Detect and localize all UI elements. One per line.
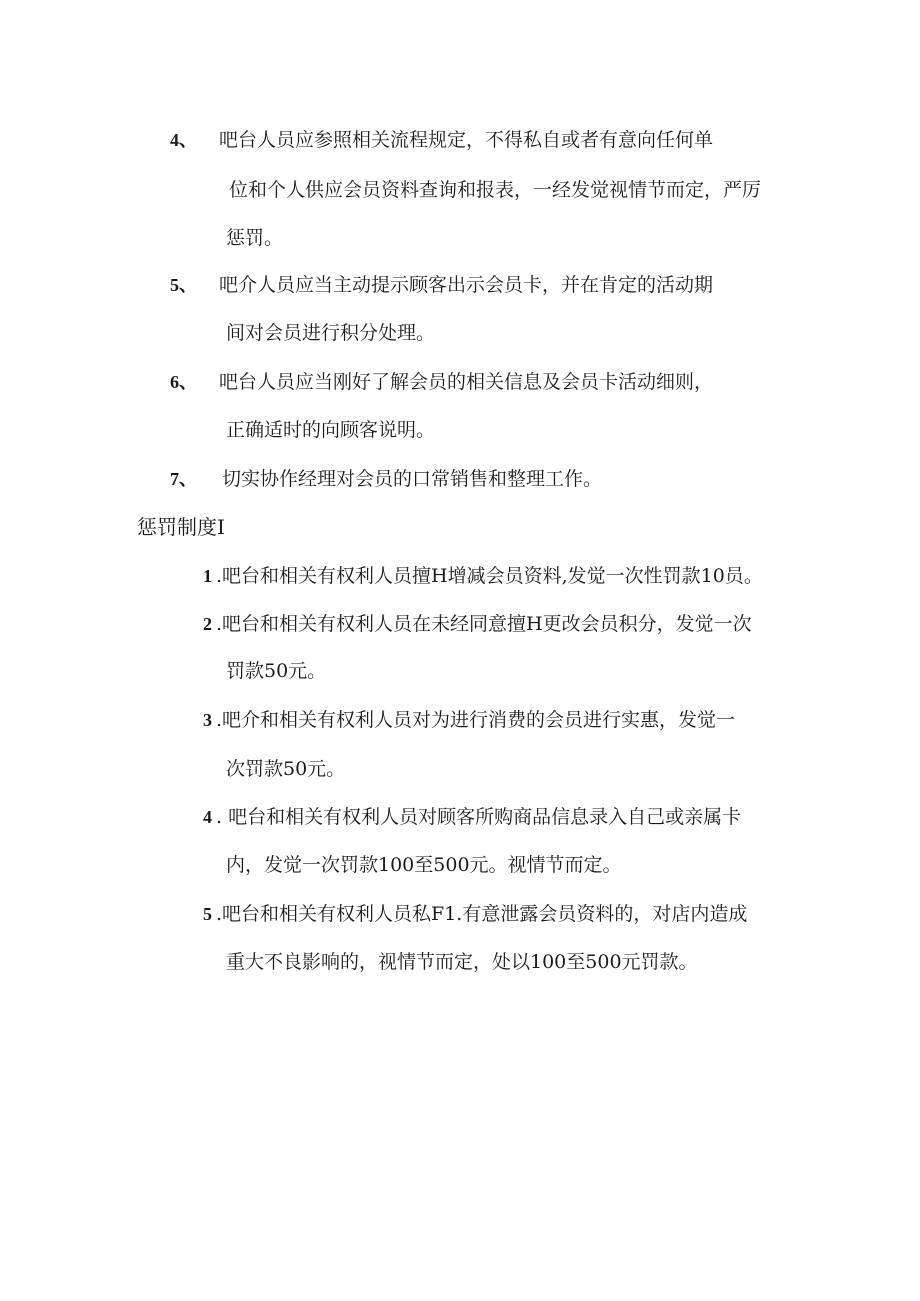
penalty-3-line-2: 次罚款50元。 (226, 758, 346, 780)
rule-5-line-2: 间对会员进行积分处理。 (226, 322, 436, 344)
penalty-2-line-2: 罚款50元。 (226, 660, 327, 682)
rule-4-line-3: 惩罚。 (226, 227, 284, 249)
penalty-5-line-1: .吧台和相关有权利人员私F1.有意泄露会员资料的，对店内造成 (216, 903, 748, 925)
penalty-5-number: 5 (203, 904, 212, 924)
rule-6-line-1: 吧台人员应当刚好了解会员的相关信息及会员卡活动细则， (219, 371, 714, 393)
penalty-1-number: 1 (203, 566, 212, 586)
rule-4-line-1: 吧台人员应参照相关流程规定，不得私自或者有意向任何单 (219, 129, 714, 151)
penalty-4-line-1: . 吧台和相关有权利人员对顾客所购商品信息录入自己或亲属卡 (216, 806, 742, 828)
penalty-2-line-1: .吧台和相关有权利人员在未经同意擅H更改会员积分，发觉一次 (216, 613, 752, 635)
rule-5-line-1: 吧介人员应当主动提示顾客出示会员卡，并在肯定的活动期 (219, 274, 714, 296)
rule-4-number: 4、 (170, 130, 197, 150)
penalty-4-number: 4 (203, 807, 212, 827)
penalty-3-line-1: .吧介和相关有权利人员对为进行消费的会员进行实惠，发觉一 (216, 709, 736, 731)
rule-7-number: 7、 (170, 469, 197, 489)
penalty-5-line-2: 重大不良影响的，视情节而定，处以100至500元罚款。 (226, 951, 698, 973)
penalty-4-line-2: 内，发觉一次罚款100至500元。视情节而定。 (226, 854, 622, 876)
rule-5-number: 5、 (170, 275, 197, 295)
rule-6-number: 6、 (170, 372, 197, 392)
penalty-2-number: 2 (203, 614, 212, 634)
rule-4-line-2: 位和个人供应会员资料查询和报表，一经发觉视情节而定，严厉 (229, 179, 762, 201)
penalty-section-heading: 惩罚制度I (137, 515, 225, 539)
penalty-3-number: 3 (203, 710, 212, 730)
penalty-1-line-1: .吧台和相关有权利人员擅H增减会员资料,发觉一次性罚款10员。 (216, 565, 763, 587)
rule-6-line-2: 正确适时的向顾客说明。 (226, 419, 436, 441)
rule-7-line-1: 切实协作经理对会员的口常销售和整理工作。 (222, 468, 603, 490)
